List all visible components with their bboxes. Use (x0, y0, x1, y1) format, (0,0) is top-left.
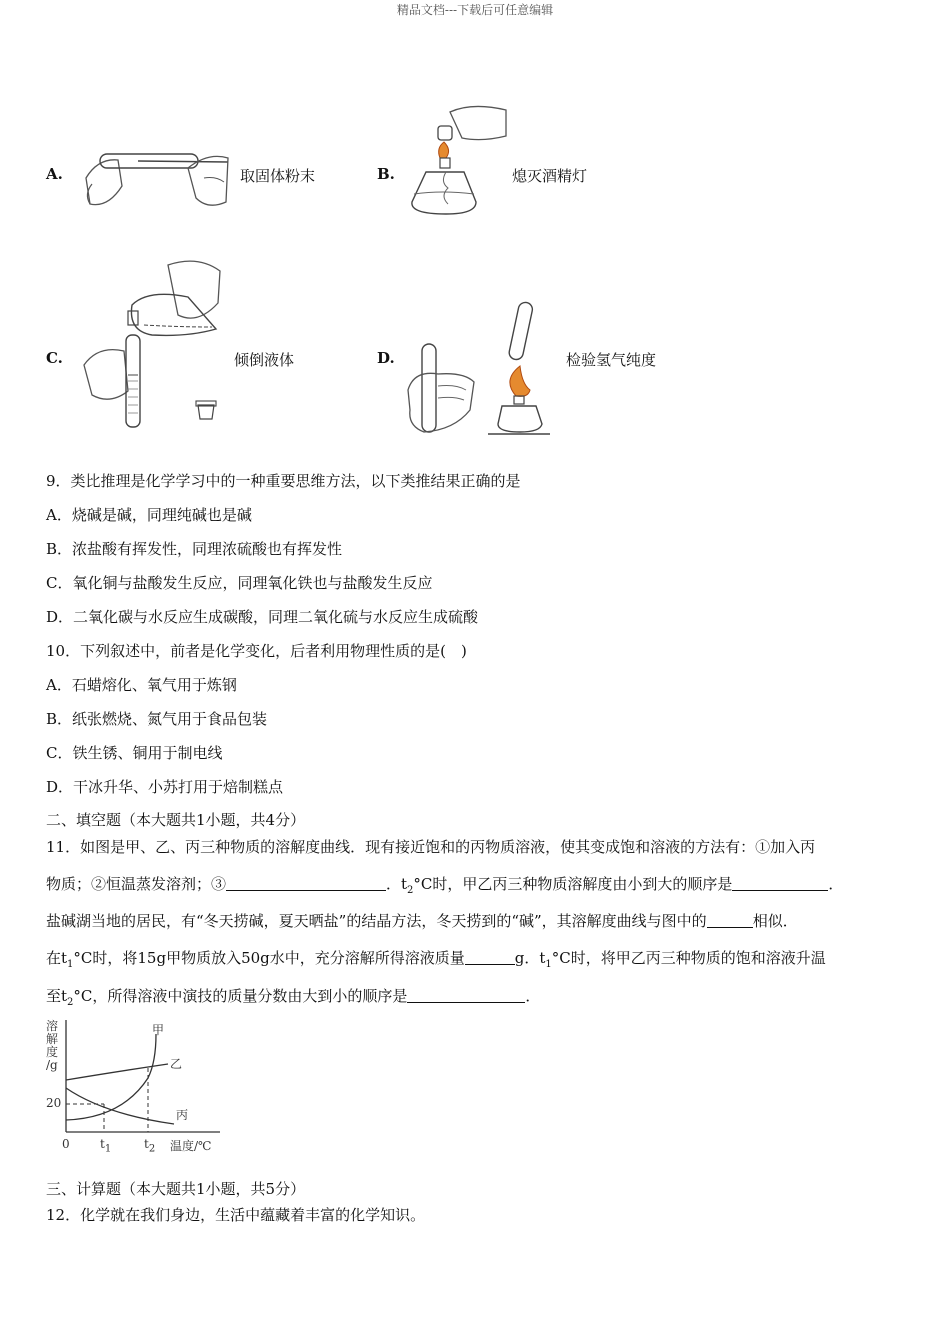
blank-similar-curve[interactable] (707, 913, 753, 928)
section-2-heading: 二、填空题（本大题共1小题，共4分） (46, 811, 306, 829)
page-header: 精品文档---下载后可任意编辑 (396, 3, 554, 17)
q11-line-5: 至$t_2^\circ C$，所得溶液中演技的质量分数由大到小的顺序是 ． (46, 987, 541, 1008)
pour-liquid-illustration (78, 255, 228, 435)
option-c-caption: 倾倒液体 (234, 351, 295, 369)
q10-option-d: D．干冰升华、小苏打用于焙制糕点 (46, 778, 284, 796)
q11-line-1: 11．如图是甲、乙、丙三种物质的溶解度曲线．现有接近饱和的丙物质溶液，使其变成饱和溶液的方法有：①加入丙 (46, 838, 816, 856)
test-hydrogen-illustration (404, 300, 556, 438)
q11-line-2: 物质；②恒温蒸发溶剂；③ ．$t_2^\circ C$时，甲乙丙三种物质溶解度由小到大的顺序是 ． (46, 875, 844, 896)
q10-option-c: C．铁生锈、铜用于制电线 (46, 744, 223, 762)
q10-option-b: B．纸张燃烧、氮气用于食品包装 (46, 710, 268, 728)
blank-mass-fraction-order[interactable] (407, 988, 525, 1003)
q11-line-3: 盐碱湖当地的居民，有“冬天捞碱，夏天晒盐”的结晶方法，冬天捞到的“碱”，其溶解度曲线与图中的 相似． (46, 912, 798, 930)
q9-option-b: B．浓盐酸有挥发性，同理浓硫酸也有挥发性 (46, 540, 343, 558)
q12-stem: 12．化学就在我们身边，生活中蕴藏着丰富的化学知识。 (46, 1206, 426, 1224)
q10-stem: 10．下列叙述中，前者是化学变化，后者利用物理性质的是( ) (46, 642, 467, 660)
q9-option-d: D．二氧化碳与水反应生成碳酸，同理二氧化硫与水反应生成硫酸 (46, 608, 479, 626)
graph-y-tick-20: 20 (46, 1096, 62, 1110)
blank-method-3[interactable] (226, 876, 386, 891)
blank-solubility-order[interactable] (732, 876, 828, 891)
option-c-letter: C. (46, 349, 63, 367)
option-a-letter: A. (46, 165, 63, 183)
graph-xlabel: 温度/℃ (170, 1139, 212, 1153)
graph-ylabel: 溶 解 度 /g (46, 1019, 59, 1072)
option-b-caption: 熄灭酒精灯 (512, 167, 588, 185)
graph-x-tick-t1: $t_1$ (100, 1137, 112, 1155)
q9-option-c: C．氧化铜与盐酸发生反应，同理氧化铁也与盐酸发生反应 (46, 574, 433, 592)
label-yi: 乙 (170, 1057, 183, 1071)
option-a-caption: 取固体粉末 (240, 167, 316, 185)
q10-option-a: A．石蜡熔化、氧气用于炼钢 (46, 676, 237, 694)
q11-line-4: 在$t_1^\circ C$时，将15g甲物质放入50g水中，充分溶解所得溶液质量 g．$t_1^\circ C$时，将甲乙丙三种物质的饱和溶液升温 (46, 949, 826, 970)
blank-solution-mass[interactable] (465, 950, 515, 965)
label-jia: 甲 (152, 1023, 165, 1037)
q9-option-a: A．烧碱是碱，同理纯碱也是碱 (46, 506, 252, 524)
q9-stem: 9．类比推理是化学学习中的一种重要思维方法，以下类推结果正确的是 (46, 472, 521, 490)
extinguish-lamp-illustration (402, 102, 510, 224)
section-3-heading: 三、计算题（本大题共1小题，共5分） (46, 1180, 306, 1198)
curve-yi (66, 1064, 168, 1080)
curve-jia (66, 1034, 156, 1120)
option-d-letter: D. (377, 349, 395, 367)
option-b-letter: B. (377, 165, 395, 183)
take-powder-illustration (78, 138, 238, 214)
option-d-caption: 检验氢气纯度 (566, 351, 657, 369)
graph-origin: 0 (62, 1137, 70, 1151)
graph-x-tick-t2: $t_2$ (144, 1137, 156, 1155)
label-bing: 丙 (176, 1108, 189, 1122)
